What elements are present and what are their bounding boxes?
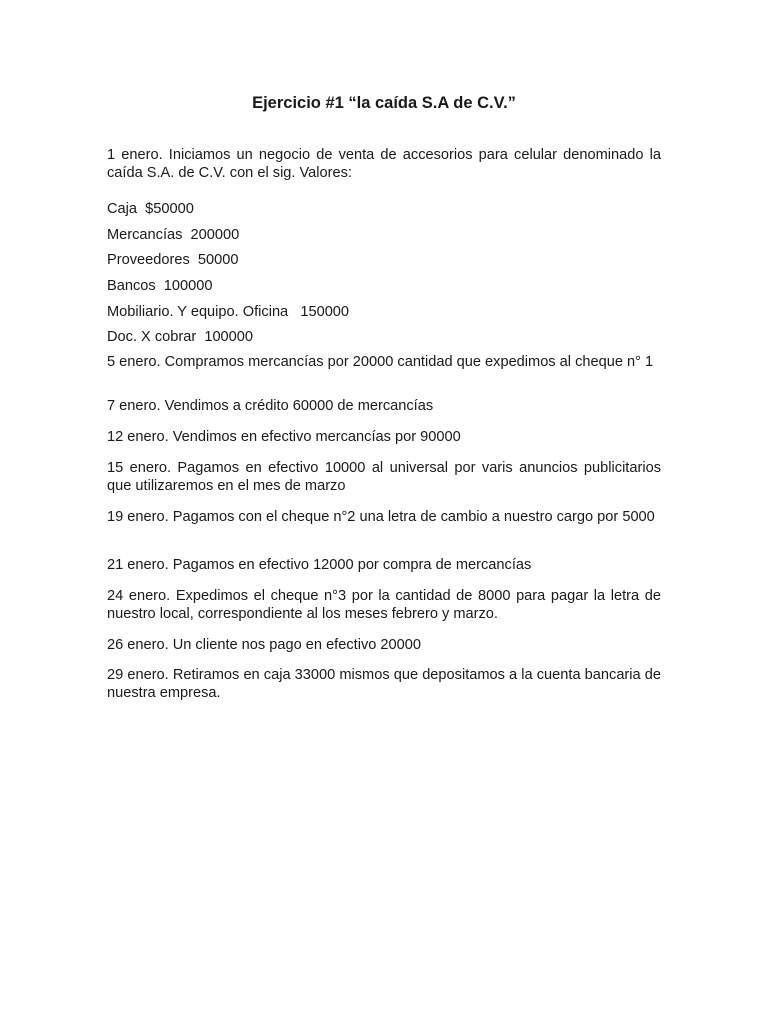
transaction-19-enero: 19 enero. Pagamos con el cheque n°2 una letra de cambio a nuestro cargo por 5000 — [107, 509, 655, 525]
account-mercancias: Mercancías 200000 — [107, 227, 240, 243]
transaction-15-enero: 15 enero. Pagamos en efectivo 10000 al universal por varis anuncios publicitarios que utilizaremos en el mes de marzo — [107, 460, 661, 494]
transaction-5-enero: 5 enero. Compramos mercancías por 20000 cantidad que expedimos al cheque n° 1 — [107, 354, 654, 370]
transaction-29-enero: 29 enero. Retiramos en caja 33000 mismos que depositamos a la cuenta bancaria de nuestra empresa. — [107, 667, 661, 701]
document-title: Ejercicio #1 “la caída S.A de C.V.” — [252, 94, 516, 112]
account-doc-cobrar: Doc. X cobrar 100000 — [107, 329, 254, 345]
transaction-12-enero: 12 enero. Vendimos en efectivo mercancías por 90000 — [107, 429, 461, 445]
account-caja: Caja $50000 — [107, 201, 194, 217]
account-mobiliario: Mobiliario. Y equipo. Oficina 150000 — [107, 304, 350, 320]
account-bancos: Bancos 100000 — [107, 278, 213, 294]
transaction-7-enero: 7 enero. Vendimos a crédito 60000 de mercancías — [107, 398, 434, 414]
transaction-21-enero: 21 enero. Pagamos en efectivo 12000 por compra de mercancías — [107, 557, 532, 573]
transaction-24-enero: 24 enero. Expedimos el cheque n°3 por la cantidad de 8000 para pagar la letra de nuestro local, correspondiente al los meses febrero y marzo. — [107, 588, 661, 622]
transaction-26-enero: 26 enero. Un cliente nos pago en efectivo 20000 — [107, 637, 421, 653]
account-proveedores: Proveedores 50000 — [107, 252, 239, 268]
intro-paragraph: 1 enero. Iniciamos un negocio de venta de accesorios para celular denominado la caída S.A. de C.V. con el sig. Valores: — [107, 147, 661, 181]
